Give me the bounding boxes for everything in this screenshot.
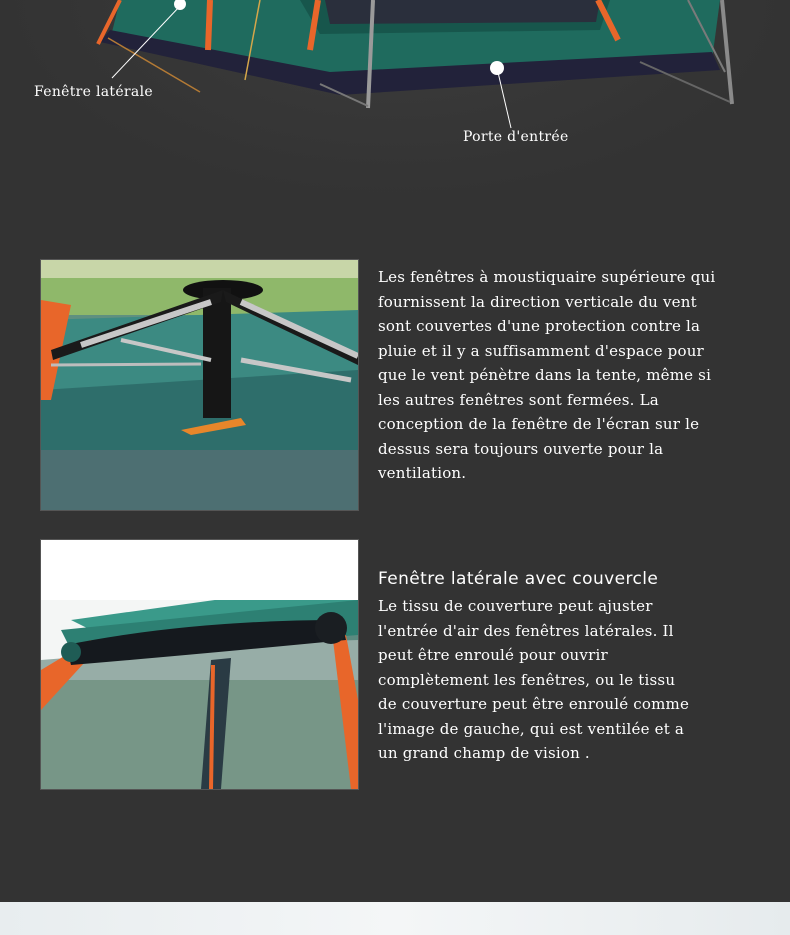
tent-door-mesh bbox=[325, 0, 600, 24]
description-line: Le tissu de couverture peut ajuster bbox=[378, 597, 653, 615]
side-window-description bbox=[378, 594, 728, 766]
description-line: l'entrée d'air des fenêtres latérales. Il bbox=[378, 621, 674, 640]
description-line: fournissent la direction verticale du vent bbox=[378, 292, 697, 311]
hero-section bbox=[0, 0, 790, 200]
description-line: conception de la fenêtre de l'écran sur le bbox=[378, 415, 700, 433]
next-section-strip bbox=[0, 902, 790, 935]
roof-hub-photo bbox=[40, 259, 359, 511]
description-line: sont couvertes d'une protection contre la bbox=[378, 317, 701, 335]
roof-hub-image bbox=[41, 260, 358, 510]
description-line: peut être enroulé pour ouvrir bbox=[378, 646, 608, 664]
tent-trim bbox=[208, 0, 210, 50]
ventilation-description bbox=[378, 265, 738, 486]
description-line: Les fenêtres à moustiquaire supérieure qui bbox=[378, 268, 716, 286]
side-window-image bbox=[41, 540, 358, 789]
description-line: que le vent pénètre dans la tente, même si bbox=[378, 366, 712, 384]
description-line: dessus sera toujours ouverte pour la bbox=[378, 439, 664, 458]
callout-side-window-label: Fenêtre latérale bbox=[34, 84, 153, 100]
description-line: les autres fenêtres sont fermées. La bbox=[378, 390, 659, 409]
tent-pole bbox=[722, 0, 732, 104]
description-line: complètement les fenêtres, ou le tissu bbox=[378, 670, 676, 689]
side-window-title: Fenêtre latérale avec couvercle bbox=[378, 569, 659, 589]
description-line: pluie et il y a suffisamment d'espace pour bbox=[378, 341, 704, 360]
description-line: ventilation. bbox=[378, 464, 467, 482]
description-line: de couverture peut être enroulé comme bbox=[378, 695, 690, 713]
tent-illustration bbox=[0, 0, 790, 200]
description-line: un grand champ de vision . bbox=[378, 744, 590, 762]
description-line: l'image de gauche, qui est ventilée et a bbox=[378, 719, 685, 738]
side-window-photo bbox=[40, 539, 359, 790]
callout-entry-door-label: Porte d'entrée bbox=[463, 129, 569, 145]
